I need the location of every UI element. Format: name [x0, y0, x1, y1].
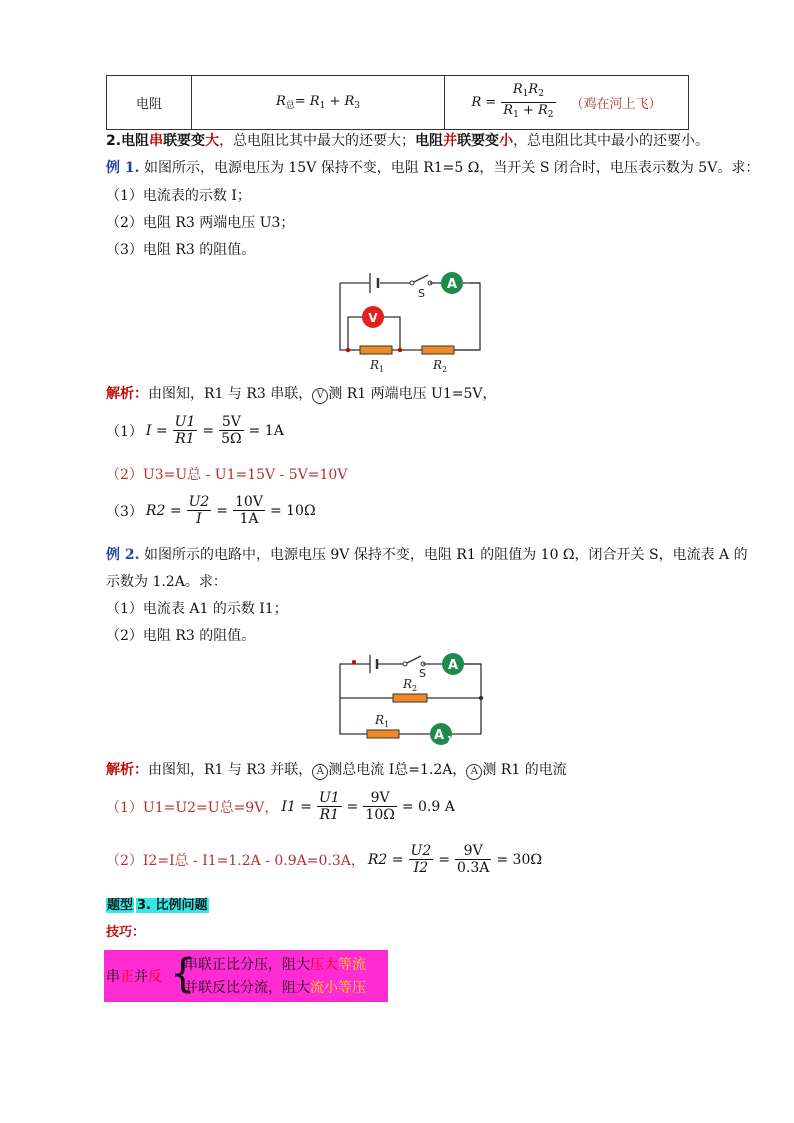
mnemonic-row-2: 并联反比分流，阻大流小等压	[184, 980, 366, 996]
resistor-r2	[393, 694, 427, 702]
voltmeter-icon	[362, 306, 384, 328]
svg-text:A: A	[446, 277, 458, 292]
example-2-text: 如图所示的电路中，电源电压 9V 保持不变，电阻 R1 的阻值为 10 Ω，闭合开关 S，电流表 A 的	[143, 547, 748, 563]
skill-label: 技巧：	[106, 925, 146, 940]
resistor-r1	[360, 346, 392, 354]
parallel-lhs: R =	[471, 95, 497, 110]
series-formula-cell	[192, 76, 445, 130]
r1-label: $R_1$	[370, 358, 385, 374]
type-title: 3. 比例问题	[137, 898, 208, 913]
ammeter-a1-icon	[430, 723, 453, 745]
series-formula: $R_总= R_1 + R_3$	[275, 94, 361, 111]
example-1-text: 如图所示，电源电压为 15V 保持不变，电阻 R1=5 Ω，当开关 S 闭合时，电压表示数为 5V。求：	[143, 160, 760, 176]
table-label-cell	[107, 76, 192, 130]
parallel-formula-cell	[445, 76, 689, 130]
resistor-r1	[367, 730, 399, 738]
mnemonic-row-1: 串联正比分压，阻大压大等流	[184, 957, 366, 973]
ammeter-icon	[442, 653, 464, 675]
example-2-text2: 示数为 1.2A。求：	[106, 574, 227, 590]
mnemonic-box	[104, 950, 388, 1002]
example-1-step-2: （2）U3=U总 - U1=15V - 5V=10V	[106, 467, 348, 483]
example-2-label: 例 2.	[106, 547, 140, 563]
example-1-solution: 解析：由图知，R1 与 R3 串联， V 测 R1 两端电压 U1=5V，	[106, 386, 497, 402]
example-2-step-2: （2）I2=I总 - I1=1.2A - 0.9A=0.3A， R2 = $\frac{U2}{I2}$ = $\frac{9V}{0.3A}$ = 30Ω	[106, 843, 542, 876]
tip-2: 2.电阻串联要变大，总电阻比其中最大的还要大；电阻并联要变小，总电阻比其中最小的还要小。	[106, 133, 710, 149]
svg-text:A: A	[433, 728, 445, 743]
parallel-fraction: $\frac{R_1R_2}{R_1 + R_2}$	[503, 82, 554, 120]
example-1-q2: （2）电阻 R3 两端电压 U3；	[106, 215, 295, 231]
circuit-diagram-1	[330, 265, 490, 377]
parallel-note: （鸡在河上飞）	[570, 97, 662, 112]
ammeter-icon	[441, 272, 463, 294]
example-2-step-1: （1）U1=U2=U总=9V， I1 = $\frac{U1}{R1}$ = $\frac{9V}{10\Omega}$ = 0.9 A	[106, 790, 455, 823]
example-1-step-1: （1） I = $\frac{U1}{R1}$ = $\frac{5V}{5\Omega}$ = 1A	[106, 414, 284, 447]
example-1-q1: （1）电流表的示数 I；	[106, 188, 251, 204]
ammeter-a1-circle-icon: A	[466, 764, 482, 780]
type-3-heading	[106, 896, 209, 916]
type-tag: 题型	[107, 898, 134, 913]
r1-label: $R_1$	[375, 713, 390, 729]
switch-label: S	[418, 287, 425, 300]
example-1-step-3: （3） R2 = $\frac{U2}{I}$ = $\frac{10V}{1A}$ = 10Ω	[106, 494, 316, 527]
ammeter-circle-icon: A	[312, 764, 328, 780]
example-2-q1: （1）电流表 A1 的示数 I1；	[106, 601, 288, 617]
svg-text:1: 1	[447, 735, 453, 744]
example-2-q2: （2）电阻 R3 的阻值。	[106, 628, 256, 644]
junction-dot	[352, 660, 356, 664]
example-2-solution: 解析：由图知，R1 与 R3 并联， A 测总电流 I总=1.2A， A 测 R1 的电流	[106, 762, 567, 778]
example-1-label: 例 1.	[106, 160, 140, 176]
r2-label: $R_2$	[433, 358, 448, 374]
voltmeter-circle-icon: V	[312, 388, 328, 404]
example-1-stem	[106, 158, 759, 178]
svg-text:A: A	[447, 658, 459, 673]
switch-label: S	[419, 667, 426, 680]
mnemonic-left: 串正并反	[106, 969, 162, 985]
brace-icon: {	[170, 951, 196, 997]
solution-label: 解析：	[106, 386, 148, 402]
example-2-stem	[106, 545, 748, 565]
table-label: 电阻	[135, 97, 162, 112]
r2-label: $R_2$	[403, 677, 418, 693]
example-1-q3: （3）电阻 R3 的阻值。	[106, 242, 256, 258]
svg-text:V: V	[368, 311, 378, 325]
resistor-r2	[422, 346, 454, 354]
resistance-table	[106, 75, 689, 130]
circuit-diagram-2	[335, 650, 495, 750]
solution-label: 解析：	[106, 762, 148, 778]
